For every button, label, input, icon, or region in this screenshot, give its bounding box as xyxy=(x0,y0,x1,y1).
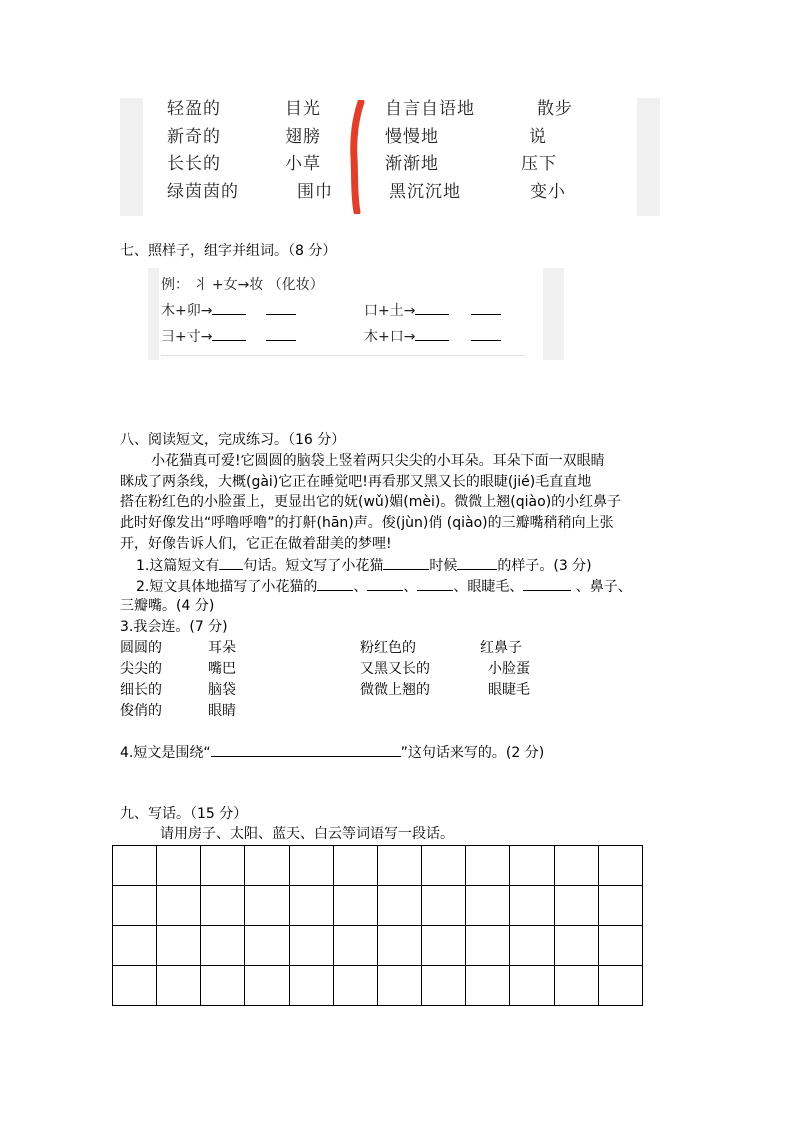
compose-item-label: 木+卯→ xyxy=(161,303,213,319)
compose-item-label: 口+土→ xyxy=(364,303,416,319)
question-2: 2.短文具体地描写了小花猫的 、 、 、眼睫毛、 、鼻子、 xyxy=(136,576,632,597)
grid-cell[interactable] xyxy=(333,846,377,886)
match-col3-item: 渐渐地 xyxy=(385,154,439,174)
grid-cell[interactable] xyxy=(289,846,333,886)
grid-row xyxy=(113,886,643,926)
match-right-a[interactable]: 粉红色的 xyxy=(360,640,416,656)
answer-blank[interactable] xyxy=(523,576,571,591)
answer-blank[interactable] xyxy=(317,576,353,591)
match-left-a[interactable]: 圆圆的 xyxy=(120,640,162,656)
grid-cell[interactable] xyxy=(422,926,466,966)
compose-item xyxy=(364,300,501,321)
match-col3-item: 慢慢地 xyxy=(385,127,439,147)
question-2-cont: 三瓣嘴。(4 分) xyxy=(120,598,215,614)
match-right-b[interactable]: 小脸蛋 xyxy=(488,661,530,677)
grid-row xyxy=(113,966,643,1006)
compose-item xyxy=(161,300,296,321)
grid-cell[interactable] xyxy=(289,926,333,966)
match-left-b[interactable]: 嘴巴 xyxy=(208,661,236,677)
match-col4-item: 压下 xyxy=(521,154,557,174)
match-col4-item: 散步 xyxy=(537,99,573,119)
match-right-b[interactable]: 眼睫毛 xyxy=(488,682,530,698)
match-col1-item: 绿茵茵的 xyxy=(167,182,239,202)
match-col3-item: 黑沉沉地 xyxy=(389,182,461,202)
grid-cell[interactable] xyxy=(333,886,377,926)
grid-cell[interactable] xyxy=(510,966,554,1006)
answer-blank[interactable] xyxy=(211,742,401,757)
grid-cell[interactable] xyxy=(510,926,554,966)
match-col2-item: 翅膀 xyxy=(285,127,321,147)
grid-cell[interactable] xyxy=(289,966,333,1006)
match-left-b[interactable]: 脑袋 xyxy=(208,682,236,698)
grid-cell[interactable] xyxy=(598,886,642,926)
answer-blank[interactable] xyxy=(212,300,246,315)
compose-item xyxy=(161,326,296,347)
answer-blank[interactable] xyxy=(471,326,501,341)
grid-cell[interactable] xyxy=(157,926,201,966)
answer-blank[interactable] xyxy=(415,300,449,315)
grid-cell[interactable] xyxy=(113,886,157,926)
match-right-a[interactable]: 又黑又长的 xyxy=(360,661,430,677)
passage-line: 此时好像发出“呼噜呼噜”的打鼾(hān)声。俊(jùn)俏 (qiào)的三瓣嘴稍稍向上张 xyxy=(120,515,614,531)
grid-cell[interactable] xyxy=(554,966,598,1006)
passage-line: 眯成了两条线，大概(gài)它正在睡觉吧!再看那又黑又长的眼睫(jié)毛直直地 xyxy=(120,474,592,490)
section9-prompt: 请用房子、太阳、蓝天、白云等词语写一段话。 xyxy=(160,826,454,842)
grid-cell[interactable] xyxy=(245,926,289,966)
grid-row xyxy=(113,846,643,886)
section8-title: 八、阅读短文，完成练习。（16 分） xyxy=(120,432,346,448)
question-4: 4.短文是围绕“ ”这句话来写的。(2 分) xyxy=(120,742,544,763)
grid-cell[interactable] xyxy=(113,966,157,1006)
match-left-b[interactable]: 耳朵 xyxy=(208,640,236,656)
compose-divider xyxy=(161,355,525,356)
grid-cell[interactable] xyxy=(377,926,421,966)
match-col1-item: 轻盈的 xyxy=(167,99,221,119)
grid-cell[interactable] xyxy=(554,846,598,886)
grid-cell[interactable] xyxy=(422,886,466,926)
passage-line: 开，好像告诉人们，它正在做着甜美的梦哩! xyxy=(120,536,392,552)
grid-cell[interactable] xyxy=(598,926,642,966)
grid-cell[interactable] xyxy=(510,886,554,926)
grid-cell[interactable] xyxy=(157,846,201,886)
question-1: 1.这篇短文有 句话。短文写了小花猫 时候 的样子。(3 分) xyxy=(136,555,592,576)
grid-cell[interactable] xyxy=(598,846,642,886)
match-left-a[interactable]: 俊俏的 xyxy=(120,703,162,719)
grid-cell[interactable] xyxy=(554,926,598,966)
grid-cell[interactable] xyxy=(157,886,201,926)
question-3-title: 3.我会连。(7 分) xyxy=(120,619,228,635)
match-right-a[interactable]: 微微上翘的 xyxy=(360,682,430,698)
grid-cell[interactable] xyxy=(113,846,157,886)
match-right-b[interactable]: 红鼻子 xyxy=(480,640,522,656)
grid-cell[interactable] xyxy=(333,926,377,966)
match-col2-item: 小草 xyxy=(285,154,321,174)
section9-title: 九、写话。（15 分） xyxy=(120,806,248,822)
grid-cell[interactable] xyxy=(245,966,289,1006)
grid-cell[interactable] xyxy=(245,846,289,886)
answer-blank[interactable] xyxy=(457,555,497,570)
grid-cell[interactable] xyxy=(201,926,245,966)
answer-blank[interactable] xyxy=(367,576,403,591)
answer-blank[interactable] xyxy=(219,555,243,570)
compose-example: 例： 丬 +女→妆 （化妆） xyxy=(161,277,324,293)
grid-cell[interactable] xyxy=(157,966,201,1006)
grid-cell[interactable] xyxy=(333,966,377,1006)
grid-cell[interactable] xyxy=(377,966,421,1006)
answer-blank[interactable] xyxy=(383,555,429,570)
grid-cell[interactable] xyxy=(466,886,510,926)
grid-cell[interactable] xyxy=(245,886,289,926)
match-col2-item: 目光 xyxy=(285,99,321,119)
answer-blank[interactable] xyxy=(415,326,449,341)
grid-cell[interactable] xyxy=(510,846,554,886)
grid-cell[interactable] xyxy=(598,966,642,1006)
match-col4-item: 说 xyxy=(529,127,547,147)
match-col4-item: 变小 xyxy=(530,182,566,202)
grid-cell[interactable] xyxy=(422,846,466,886)
writing-grid[interactable] xyxy=(112,845,643,1006)
compose-item xyxy=(364,326,501,347)
grid-cell[interactable] xyxy=(466,966,510,1006)
grid-cell[interactable] xyxy=(554,886,598,926)
section7-title: 七、照样子，组字并组词。（8 分） xyxy=(120,243,337,259)
grid-cell[interactable] xyxy=(377,846,421,886)
grid-row xyxy=(113,926,643,966)
match-left-a[interactable]: 细长的 xyxy=(120,682,162,698)
answer-blank[interactable] xyxy=(212,326,246,341)
passage-line: 小花猫真可爱!它圆圆的脑袋上竖着两只尖尖的小耳朵。耳朵下面一双眼睛 xyxy=(151,453,605,469)
grid-cell[interactable] xyxy=(377,886,421,926)
grid-cell[interactable] xyxy=(201,966,245,1006)
match-left-a[interactable]: 尖尖的 xyxy=(120,661,162,677)
grid-cell[interactable] xyxy=(466,846,510,886)
answer-blank[interactable] xyxy=(471,300,501,315)
grid-cell[interactable] xyxy=(201,886,245,926)
match-left-b[interactable]: 眼睛 xyxy=(208,703,236,719)
match-col1-item: 新奇的 xyxy=(167,127,221,147)
answer-blank[interactable] xyxy=(417,576,453,591)
passage-line: 搭在粉红色的小脸蛋上，更显出它的妩(wǔ)媚(mèi)。微微上翘(qiào)的小红鼻子 xyxy=(120,494,622,510)
match-col3-item: 自言自语地 xyxy=(385,99,475,119)
compose-item-label: 彐+寸→ xyxy=(161,329,213,345)
grid-cell[interactable] xyxy=(113,926,157,966)
answer-blank[interactable] xyxy=(266,300,296,315)
match-col2-item: 围巾 xyxy=(297,182,333,202)
grid-cell[interactable] xyxy=(289,886,333,926)
compose-item-label: 木+口→ xyxy=(364,329,416,345)
grid-cell[interactable] xyxy=(466,926,510,966)
red-divider-stroke xyxy=(345,100,369,214)
grid-cell[interactable] xyxy=(422,966,466,1006)
grid-cell[interactable] xyxy=(201,846,245,886)
answer-blank[interactable] xyxy=(266,326,296,341)
match-col1-item: 长长的 xyxy=(167,154,221,174)
